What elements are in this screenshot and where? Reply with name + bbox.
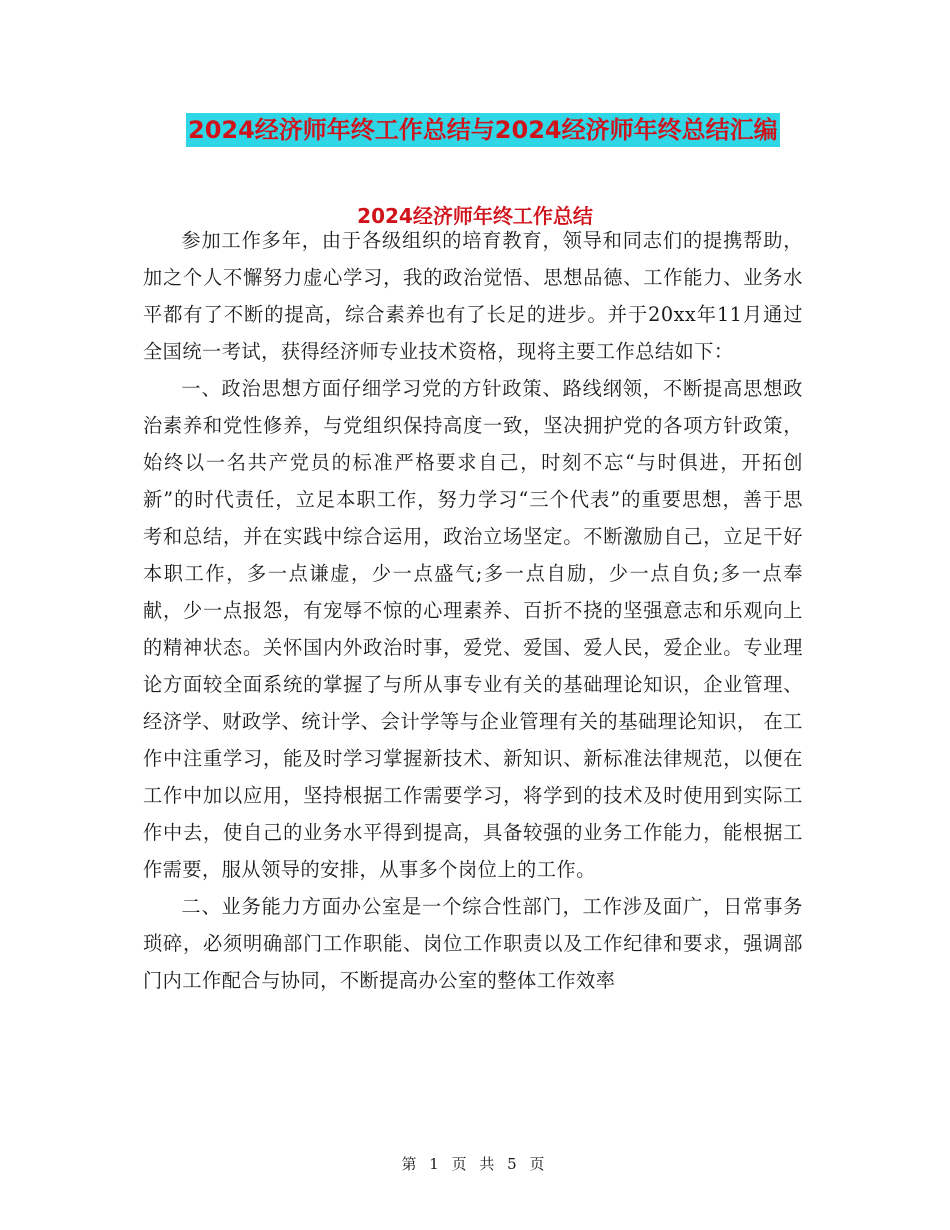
- section-title: 2024经济师年终工作总结: [357, 204, 593, 228]
- paragraph: 一、政治思想方面仔细学习党的方针政策、路线纲领，不断提高思想政治素养和党性修养，与党组织保持高度一致，坚决拥护党的各项方针政策，始终以一名共产党员的标准严格要求自己，时刻不忘“与时俱进，开拓创新”的时代责任，立足本职工作，努力学习“三个代表”的重要思想，善于思考和总结，并在实践中综合运用，政治立场坚定。不断激励自己，立足干好本职工作，多一点谦虚，少一点盛气;多一点自励，少一点自负;多一点奉献，少一点报怨，有宠辱不惊的心理素养、百折不挠的坚强意志和乐观向上的精神状态。关怀国内外政治时事，爱党、爱国、爱人民，爱企业。专业理论方面较全面系统的掌握了与所从事专业有关的基础理论知识，企业管理、经济学、财政学、统计学、会计学等与企业管理有关的基础理论知识， 在工作中注重学习，能及时学习掌握新技术、新知识、新标准法律规范，以便在工作中加以应用，坚持根据工作需要学习，将学到的技术及时使用到实际工作中去，使自己的业务水平得到提高，具备较强的业务工作能力，能根据工作需要，服从领导的安排，从事多个岗位上的工作。: [143, 377, 803, 881]
- paragraph: 二、业务能力方面办公室是一个综合性部门，工作涉及面广，日常事务琐碎，必须明确部门工作职能、岗位工作职责以及工作纪律和要求，强调部门内工作配合与协同，不断提高办公室的整体工作效率: [143, 895, 803, 992]
- page-footer: 第 1 页 共 5 页: [401, 1155, 549, 1173]
- document-body: [143, 222, 803, 999]
- document-main-title: 2024经济师年终工作总结与2024经济师年终总结汇编: [186, 113, 780, 147]
- paragraph: 参加工作多年，由于各级组织的培育教育，领导和同志们的提携帮助，加之个人不懈努力虚心学习，我的政治觉悟、思想品德、工作能力、业务水平都有了不断的提高，综合素养也有了长足的进步。并于20xx年11月通过全国统一考试，获得经济师专业技术资格，现将主要工作总结如下：: [143, 229, 803, 363]
